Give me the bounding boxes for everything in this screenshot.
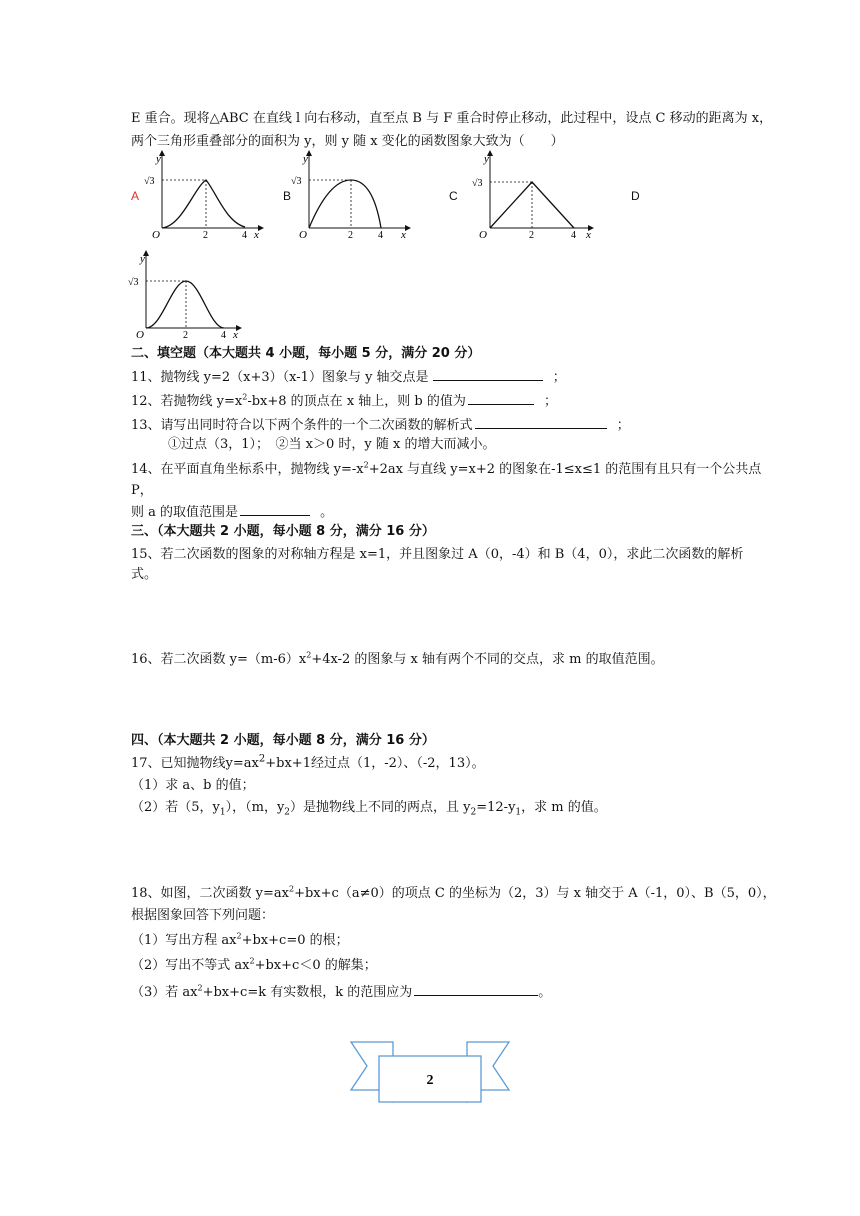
- axis-x-label: x: [254, 229, 259, 238]
- q10-line1: E 重合。现将△ABC 在直线 l 向右移动，直至点 B 与 F 重合时停止移动，此过程中，设点 C 移动的距离为 x，: [131, 111, 773, 126]
- q18-part2: [131, 957, 377, 975]
- q17-sub-2: 2: [284, 807, 291, 818]
- x-tick-4: 4: [378, 230, 383, 238]
- q11-tail: ；: [552, 370, 566, 385]
- q18-part1: [131, 932, 349, 950]
- q14-tail: 。: [320, 505, 334, 520]
- q17: [131, 755, 485, 773]
- q17-part2-b: ），（m，y: [225, 800, 285, 815]
- q13-tail: ；: [616, 418, 630, 433]
- q13-text: 13、请写出同时符合以下两个条件的一个二次函数的解析式: [131, 418, 473, 433]
- q18-p2-post: +bx+c＜0 的解集；: [254, 958, 377, 973]
- axis-y-label: y: [140, 253, 145, 265]
- q18-p1-pre: （1）写出方程 ax: [131, 933, 237, 948]
- q11-answer-blank[interactable]: [433, 368, 543, 381]
- q12: [131, 392, 557, 411]
- graph-option-a: [142, 148, 272, 238]
- section2-title: 二、填空题（本大题共 4 小题，每小题 5 分，满分 20 分）: [131, 346, 481, 361]
- q15-line2: 式。: [131, 567, 158, 582]
- q17-part2: [131, 799, 607, 817]
- y-tick-sqrt3: √3: [144, 176, 155, 187]
- q11: [131, 368, 566, 387]
- q18-p2-exponent: 2: [249, 956, 255, 966]
- q13-answer-blank[interactable]: [475, 416, 607, 429]
- x-tick-4: 4: [221, 330, 226, 338]
- q13-conditions: ①过点（3，1）； ②当 x＞0 时，y 随 x 的增大而减小。: [168, 437, 496, 452]
- option-d-label: D: [631, 189, 640, 203]
- q12-exponent: 2: [242, 392, 248, 402]
- q17-part2-a: （2）若（5，y: [131, 800, 220, 815]
- q18-p1-post: +bx+c=0 的根；: [241, 933, 349, 948]
- q14-line2: P，: [131, 483, 153, 498]
- section3-title: 三、（本大题共 2 小题，每小题 8 分，满分 16 分）: [131, 524, 435, 539]
- axis-x-label: x: [233, 329, 238, 338]
- page-number: 2: [426, 1073, 434, 1088]
- q18-p3-tail: 。: [538, 985, 552, 1000]
- q16: [131, 651, 664, 669]
- q18-line2: 根据图象回答下列问题：: [131, 908, 275, 923]
- axis-x-label: x: [586, 229, 591, 238]
- q14-post: +2ax 与直线 y=x+2 的图象在-1≤x≤1 的范围有且只有一个公共点: [368, 462, 762, 477]
- q18-p3-post: +bx+c=k 有实数根，k 的范围应为: [202, 985, 413, 1000]
- q16-pre: 16、若二次函数 y=（m-6）x: [131, 652, 307, 667]
- q12-tail: ；: [544, 394, 558, 409]
- q16-exponent: 2: [306, 650, 312, 660]
- q14-line3: [131, 503, 333, 522]
- q17-part2-e: ，求 m 的值。: [521, 800, 607, 815]
- q14-line3-text: 则 a 的取值范围是: [131, 505, 239, 520]
- page-number-ribbon: [349, 1038, 511, 1108]
- q13: [131, 416, 630, 435]
- axis-y-label: y: [484, 153, 489, 165]
- q18-line1: [131, 885, 776, 903]
- q18-pre: 18、如图，二次函数 y=ax: [131, 886, 289, 901]
- q17-post: +bx+1经过点（1，-2）、（-2，13）。: [265, 756, 485, 771]
- q18-part3: [131, 983, 551, 1002]
- y-tick-sqrt3: √3: [472, 178, 483, 189]
- y-tick-sqrt3: √3: [291, 176, 302, 187]
- q14-line1: [131, 461, 761, 479]
- q17-pre: 17、已知抛物线y=ax: [131, 756, 259, 771]
- q16-post: +4x-2 的图象与 x 轴有两个不同的交点，求 m 的取值范围。: [311, 652, 664, 667]
- q12-post: -bx+8 的顶点在 x 轴上，则 b 的值为: [247, 394, 466, 409]
- graph-option-b: [289, 148, 419, 238]
- option-b-label: B: [283, 189, 292, 203]
- option-a-label: A: [131, 189, 140, 203]
- q17-sub-3: 2: [470, 807, 477, 818]
- x-tick-2: 2: [183, 330, 188, 338]
- q14-pre: 14、在平面直角坐标系中，抛物线 y=-x: [131, 462, 364, 477]
- q15-line1: 15、若二次函数的图象的对称轴方程是 x=1，并且图象过 A（0，-4）和 B（4，0），求此二次函数的解析: [131, 547, 744, 562]
- origin-label: O: [479, 229, 487, 238]
- axis-y-label: y: [156, 153, 161, 165]
- q14-answer-blank[interactable]: [240, 503, 310, 516]
- y-tick-sqrt3: √3: [128, 277, 139, 288]
- q14-exponent: 2: [363, 460, 369, 470]
- q18-answer-blank[interactable]: [414, 983, 538, 996]
- q17-sub-4: 1: [515, 807, 522, 818]
- q17-sub-1: 1: [219, 807, 226, 818]
- q18-post: +bx+c（a≠0）的项点 C 的坐标为（2，3）与 x 轴交于 A（-1，0）、B（5，0），: [294, 886, 776, 901]
- graph-option-d: [126, 248, 256, 338]
- axis-x-label: x: [401, 229, 406, 238]
- axis-y-label: y: [303, 153, 308, 165]
- origin-label: O: [299, 229, 307, 238]
- x-tick-2: 2: [529, 230, 534, 238]
- q17-exponent: 2: [258, 753, 266, 765]
- q17-part1: （1）求 a、b 的值；: [131, 778, 255, 793]
- q18-exponent: 2: [289, 884, 295, 894]
- origin-label: O: [136, 329, 144, 338]
- option-c-label: C: [449, 189, 458, 203]
- q18-p3-pre: （3）若 ax: [131, 985, 198, 1000]
- q10-line2: 两个三角形重叠部分的面积为 y，则 y 随 x 变化的函数图象大致为（ ）: [131, 134, 564, 149]
- q12-pre: 12、若抛物线 y=x: [131, 394, 243, 409]
- section4-title: 四、（本大题共 2 小题，每小题 8 分，满分 16 分）: [131, 733, 435, 748]
- x-tick-2: 2: [348, 230, 353, 238]
- q12-answer-blank[interactable]: [468, 392, 534, 405]
- q17-part2-c: ）是抛物线上不同的两点，且 y: [290, 800, 471, 815]
- x-tick-4: 4: [242, 230, 247, 238]
- q18-p3-exponent: 2: [197, 983, 203, 993]
- q18-p1-exponent: 2: [236, 931, 242, 941]
- q18-p2-pre: （2）写出不等式 ax: [131, 958, 250, 973]
- q11-text: 11、抛物线 y=2（x+3）（x-1）图象与 y 轴交点是: [131, 370, 429, 385]
- x-tick-4: 4: [571, 230, 576, 238]
- q17-part2-d: =12-y: [476, 800, 516, 815]
- graph-option-c: [466, 148, 606, 238]
- x-tick-2: 2: [203, 230, 208, 238]
- origin-label: O: [152, 229, 160, 238]
